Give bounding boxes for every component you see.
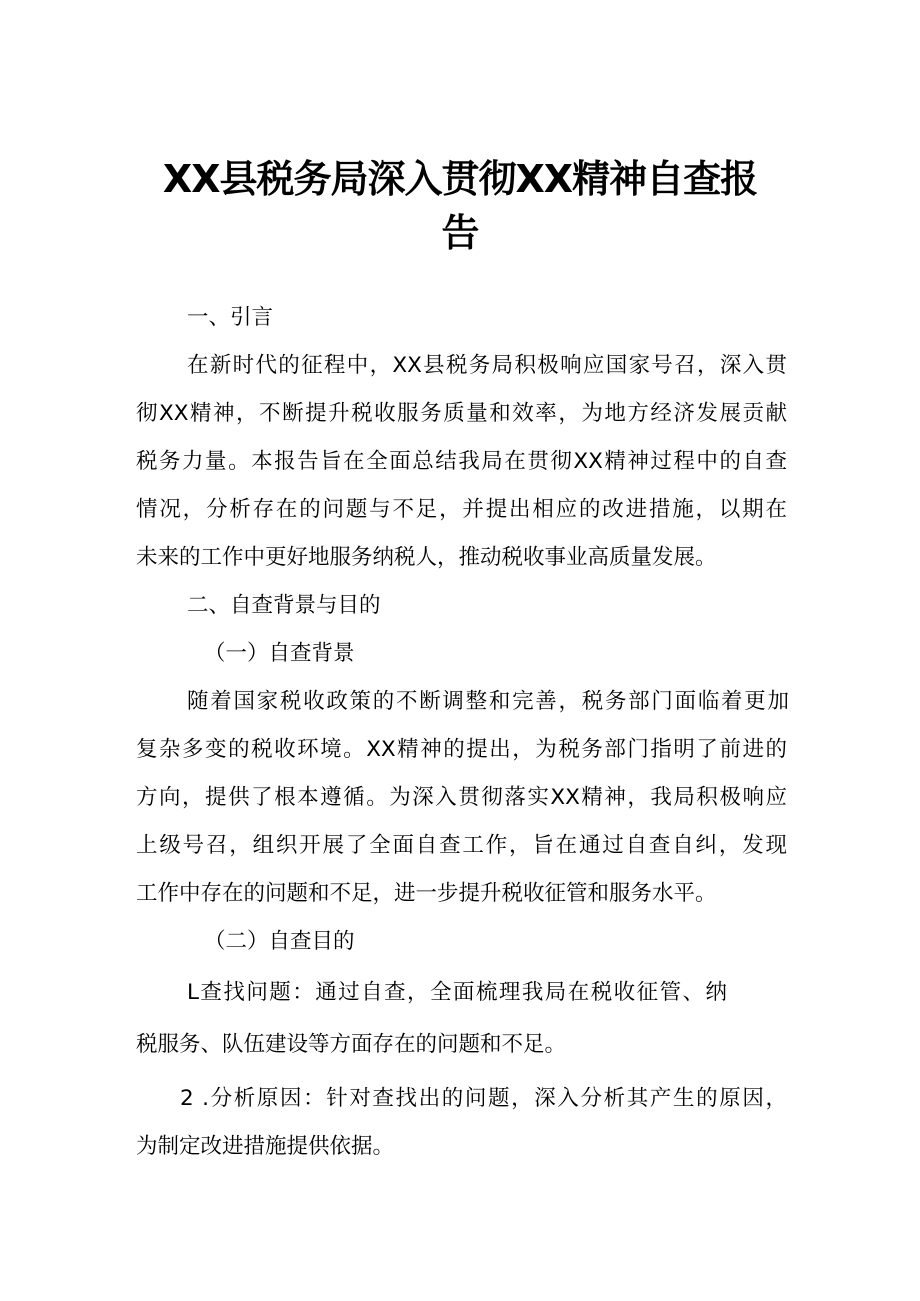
- purpose-item-2-line: 为制定改进措施提供依据。: [136, 1134, 395, 1159]
- background-paragraph-line: 工作中存在的问题和不足，进一步提升税收征管和服务水平。: [136, 881, 717, 906]
- background-paragraph-line: 方向，提供了根本遵循。为深入贯彻落实XX精神，我局积极响应: [136, 785, 787, 810]
- background-paragraph-line: 随着国家税收政策的不断调整和完善，税务部门面临着更加: [187, 689, 789, 714]
- section-heading-background-purpose: 二、自查背景与目的: [187, 593, 381, 618]
- intro-paragraph-line: 在新时代的征程中，XX县税务局积极响应国家号召，深入贯: [187, 353, 787, 378]
- purpose-item-1-line: 税服务、队伍建设等方面存在的问题和不足。: [136, 1032, 567, 1057]
- intro-paragraph-line: 未来的工作中更好地服务纳税人，推动税收事业高质量发展。: [136, 545, 717, 570]
- background-paragraph-line: 复杂多变的税收环境。XX精神的提出，为税务部门指明了前进的: [136, 737, 787, 762]
- background-paragraph-line: 上级号召，组织开展了全面自查工作，旨在通过自查自纠，发现: [136, 833, 787, 858]
- intro-paragraph-line: 税务力量。本报告旨在全面总结我局在贯彻XX精神过程中的自查: [136, 449, 787, 474]
- purpose-item-2-line: 2 .分析原因：针对查找出的问题，深入分析其产生的原因，: [180, 1086, 787, 1111]
- purpose-item-1-line: L查找问题：通过自查，全面梳理我局在税收征管、纳: [187, 980, 727, 1005]
- intro-paragraph-line: 情况，分析存在的问题与不足，并提出相应的改进措施，以期在: [136, 497, 787, 522]
- document-title-line-1: XX县税务局深入贯彻XX精神自查报: [162, 157, 758, 201]
- section-heading-introduction: 一、引言: [187, 305, 274, 330]
- subsection-heading-background: （一）自查背景: [204, 641, 355, 666]
- intro-paragraph-line: 彻XX精神，不断提升税收服务质量和效率，为地方经济发展贡献: [136, 401, 787, 426]
- subsection-heading-purpose: （二）自查目的: [204, 929, 355, 954]
- document-title-line-2: 告: [441, 211, 479, 255]
